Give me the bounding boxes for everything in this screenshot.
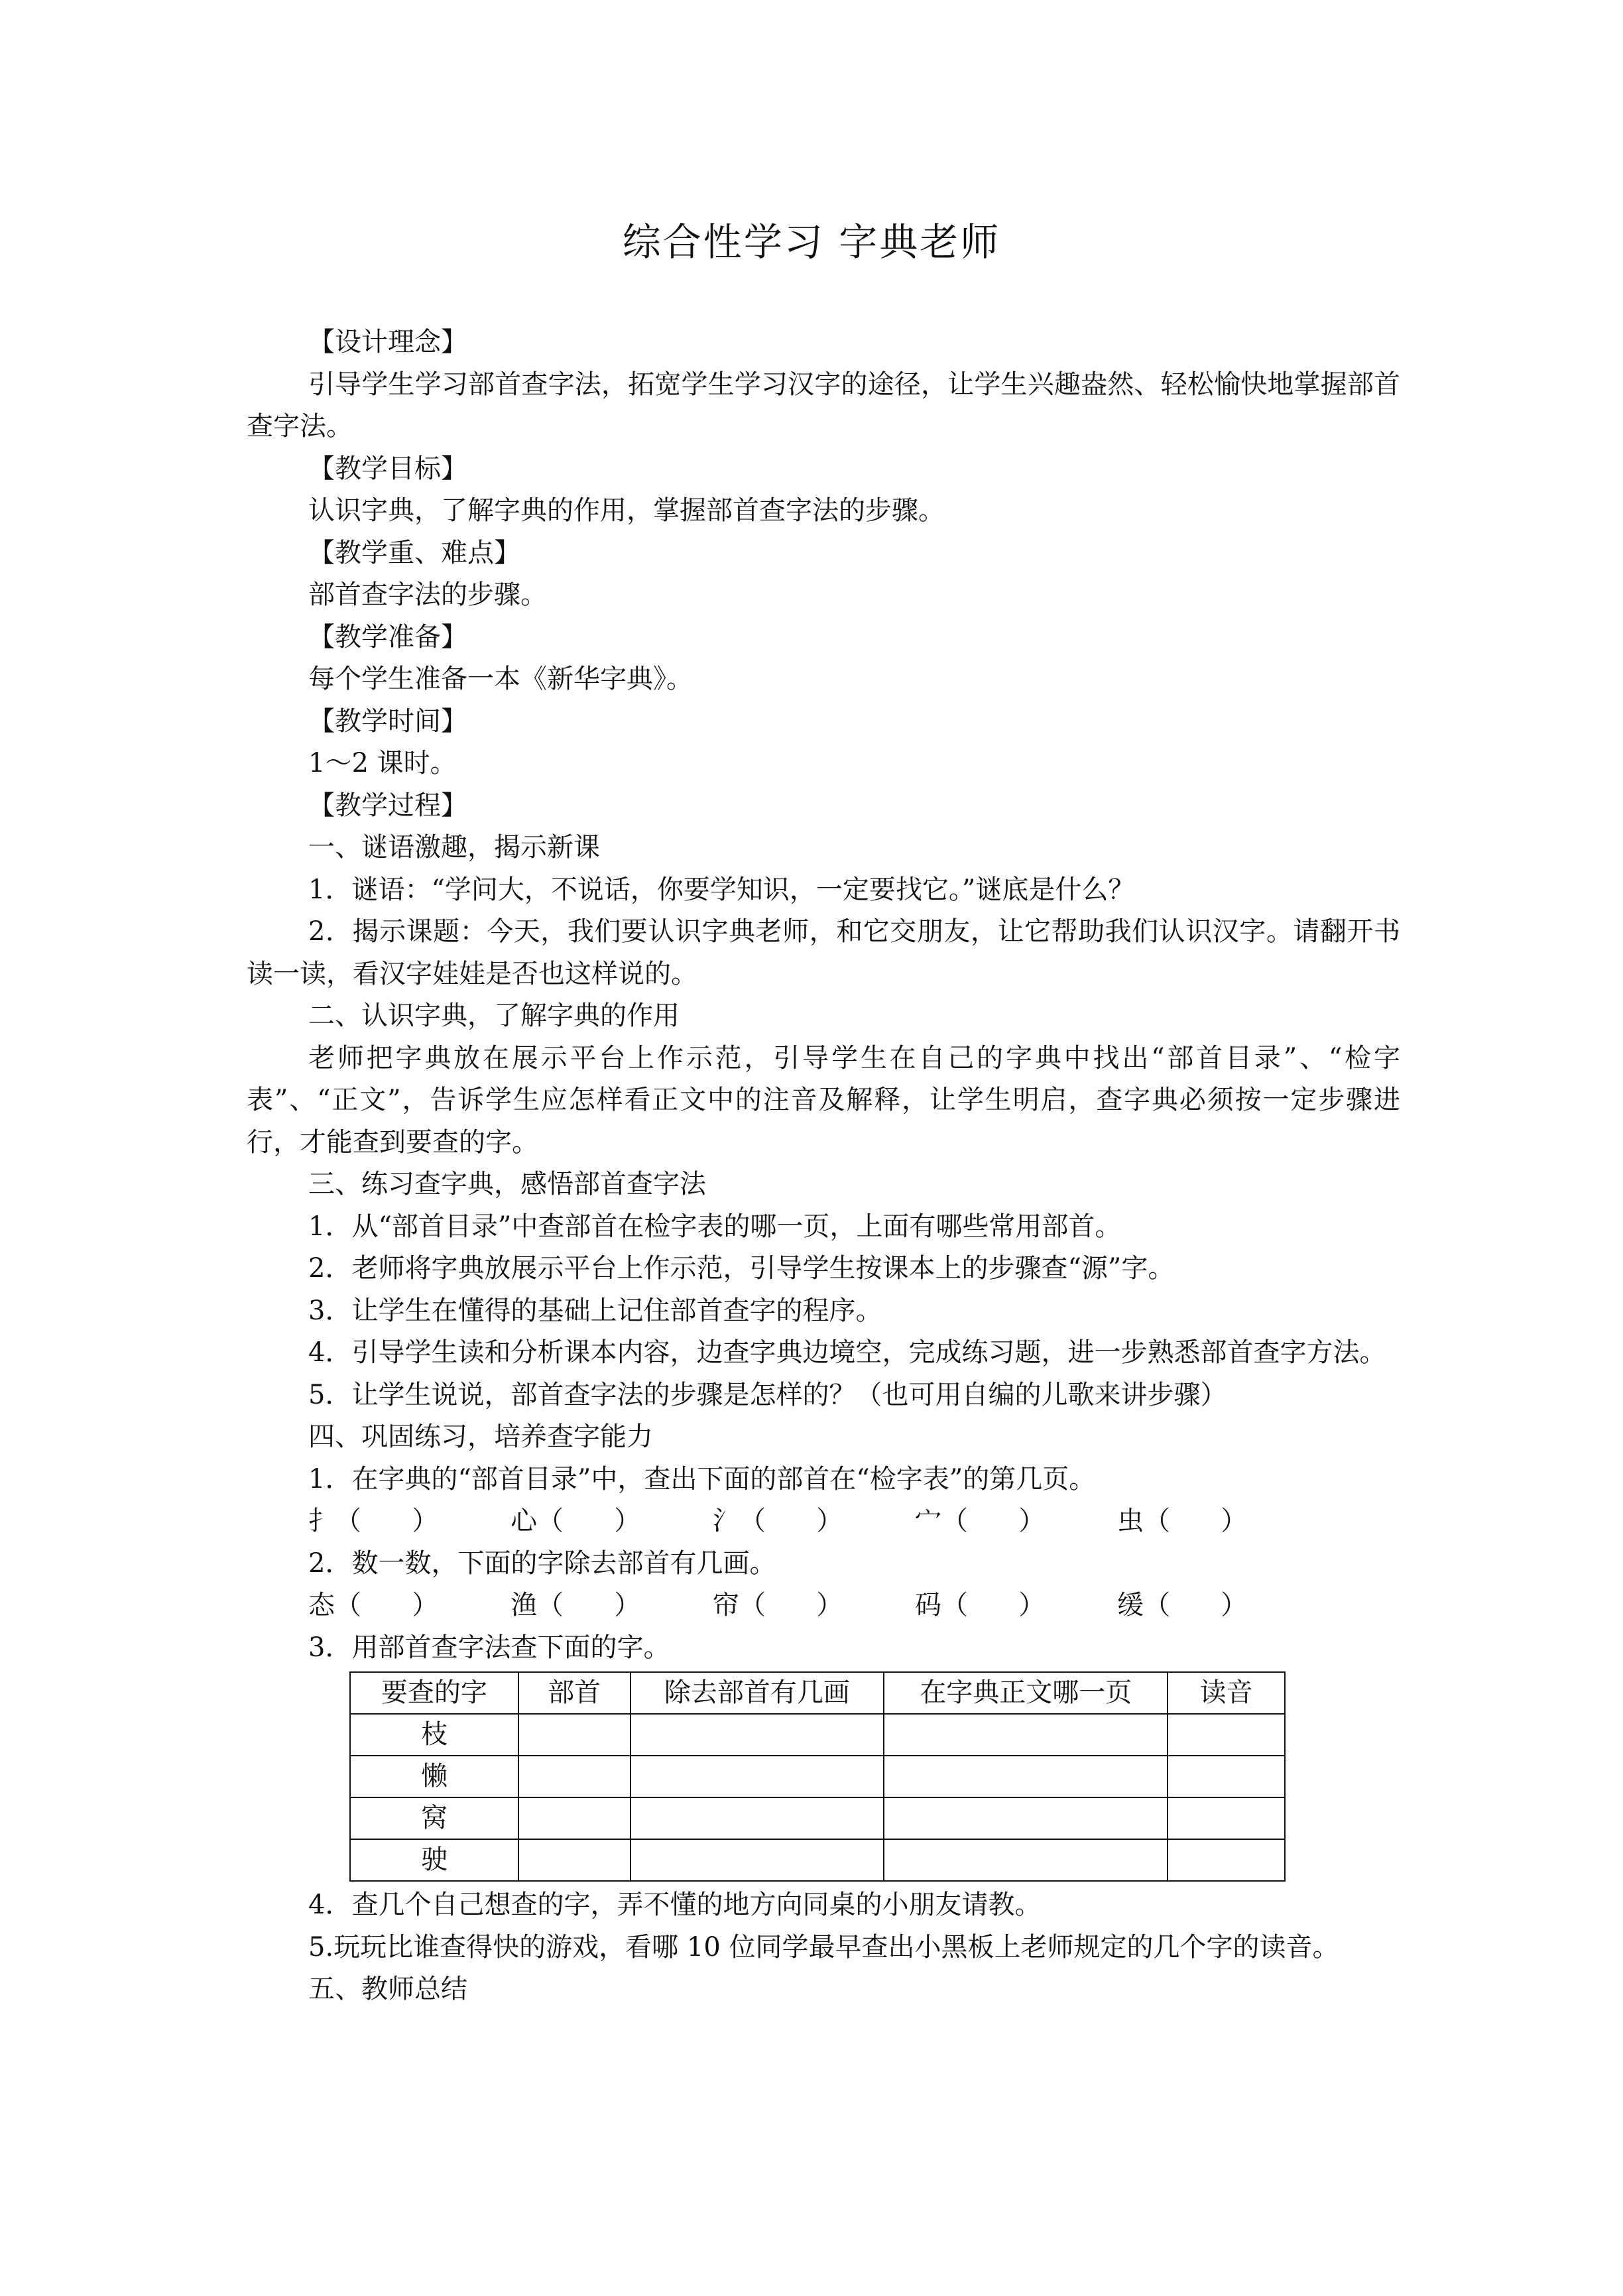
part3-item-1: 1．从“部首目录”中查部首在检字表的哪一页，上面有哪些常用部首。 [308,1211,1122,1242]
table-cell-char: 驶 [350,1839,518,1881]
part5-title: 五、教师总结 [308,1974,467,2004]
stroke-blank: 帘（ ） [713,1590,843,1620]
part3-item-4: 4．引导学生读和分析课本内容，边查字典边境空，完成练习题，进一步熟悉部首查字方法。 [308,1337,1386,1368]
table-header: 部首 [518,1672,631,1714]
part2-item-1: 老师把字典放在展示平台上作示范，引导学生在自己的字典中找出“部首目录”、“检字表”、“正文”，告诉学生应怎样看正文中的注音及解释，让学生明启，查字典必须按一定步骤进行，才能查到要查的字。 [247,1042,1400,1158]
stroke-blank: 码（ ） [915,1590,1046,1620]
stroke-blank: 渔（ ） [511,1590,641,1620]
table-cell-empty [1168,1714,1285,1756]
stroke-blanks-row [247,1585,1400,1627]
table-header: 除去部首有几画 [631,1672,884,1714]
process-heading: 【教学过程】 [308,790,467,821]
radical-blanks-row [247,1500,1400,1543]
part1-item-2: 2．揭示课题：今天，我们要认识字典老师，和它交朋友，让它帮助我们认识汉字。请翻开书读一读，看汉字娃娃是否也这样说的。 [247,916,1400,989]
part4-item-1: 1．在字典的“部首目录”中，查出下面的部首在“检字表”的第几页。 [308,1463,1096,1494]
part4-item-3: 3．用部首查字法查下面的字。 [308,1632,670,1663]
table-row [350,1797,1285,1839]
table-cell-char: 枝 [350,1714,518,1756]
table-cell-empty [1168,1797,1285,1839]
document-body [247,322,1400,2011]
part1-title: 一、谜语激趣，揭示新课 [308,832,600,863]
goal-text: 认识字典，了解字典的作用，掌握部首查字法的步骤。 [308,495,945,526]
lookup-table [349,1671,1286,1882]
table-header-row [350,1672,1285,1714]
table-header: 在字典正文哪一页 [884,1672,1168,1714]
part4-title: 四、巩固练习，培养查字能力 [308,1421,653,1452]
time-heading: 【教学时间】 [308,705,467,737]
radical-blank: 氵（ ） [713,1506,843,1536]
stroke-blank: 缓（ ） [1117,1590,1248,1620]
page-title: 综合性学习 字典老师 [622,219,1001,265]
table-cell-empty [631,1797,884,1839]
part4-item-4: 4．查几个自己想查的字，弄不懂的地方向同桌的小朋友请教。 [308,1890,1042,1920]
prep-heading: 【教学准备】 [308,621,467,652]
table-cell-empty [884,1756,1168,1797]
radical-blank: 虫（ ） [1117,1506,1248,1536]
part4-item-5: 5.玩玩比谁查得快的游戏，看哪 10 位同学最早查出小黑板上老师规定的几个字的读音。 [308,1931,1339,1963]
table-row [350,1756,1285,1797]
prep-text: 每个学生准备一本《新华字典》。 [308,664,693,694]
part1-item-1: 1．谜语：“学问大，不说话，你要学知识，一定要找它。”谜底是什么？ [308,874,1135,905]
table-cell-char: 懒 [350,1756,518,1797]
table-cell-empty [518,1797,631,1839]
table-cell-empty [518,1839,631,1881]
table-cell-empty [1168,1756,1285,1797]
table-cell-empty [884,1797,1168,1839]
table-cell-empty [1168,1839,1285,1881]
key-text: 部首查字法的步骤。 [308,579,547,610]
table-cell-empty [884,1839,1168,1881]
part3-title: 三、练习查字典，感悟部首查字法 [308,1169,706,1199]
table-cell-empty [631,1714,884,1756]
table-header: 读音 [1168,1672,1285,1714]
table-cell-empty [518,1756,631,1797]
stroke-blank: 态（ ） [308,1590,439,1620]
part4-item-2: 2．数一数，下面的字除去部首有几画。 [308,1547,776,1579]
part2-title: 二、认识字典，了解字典的作用 [308,1000,680,1031]
table-row [350,1714,1285,1756]
goal-heading: 【教学目标】 [308,453,467,484]
radical-blank: 宀（ ） [915,1506,1046,1536]
table-cell-empty [631,1756,884,1797]
radical-blank: 扌（ ） [308,1506,439,1536]
table-cell-char: 窝 [350,1797,518,1839]
part3-item-5: 5．让学生说说，部首查字法的步骤是怎样的？（也可用自编的儿歌来讲步骤） [308,1379,1227,1410]
part3-item-3: 3．让学生在懂得的基础上记住部首查字的程序。 [308,1295,882,1326]
radical-blank: 心（ ） [511,1506,641,1536]
table-cell-empty [518,1714,631,1756]
key-heading: 【教学重、难点】 [308,537,520,568]
design-heading: 【设计理念】 [308,327,467,357]
design-text: 引导学生学习部首查字法，拓宽学生学习汉字的途径，让学生兴趣盎然、轻松愉快地掌握部首查字法。 [247,369,1400,442]
table-header: 要查的字 [350,1672,518,1714]
part3-item-2: 2．老师将字典放展示平台上作示范，引导学生按课本上的步骤查“源”字。 [308,1253,1175,1284]
table-cell-empty [631,1839,884,1881]
table-cell-empty [884,1714,1168,1756]
time-text: 1～2 课时。 [308,748,457,778]
table-row [350,1839,1285,1881]
